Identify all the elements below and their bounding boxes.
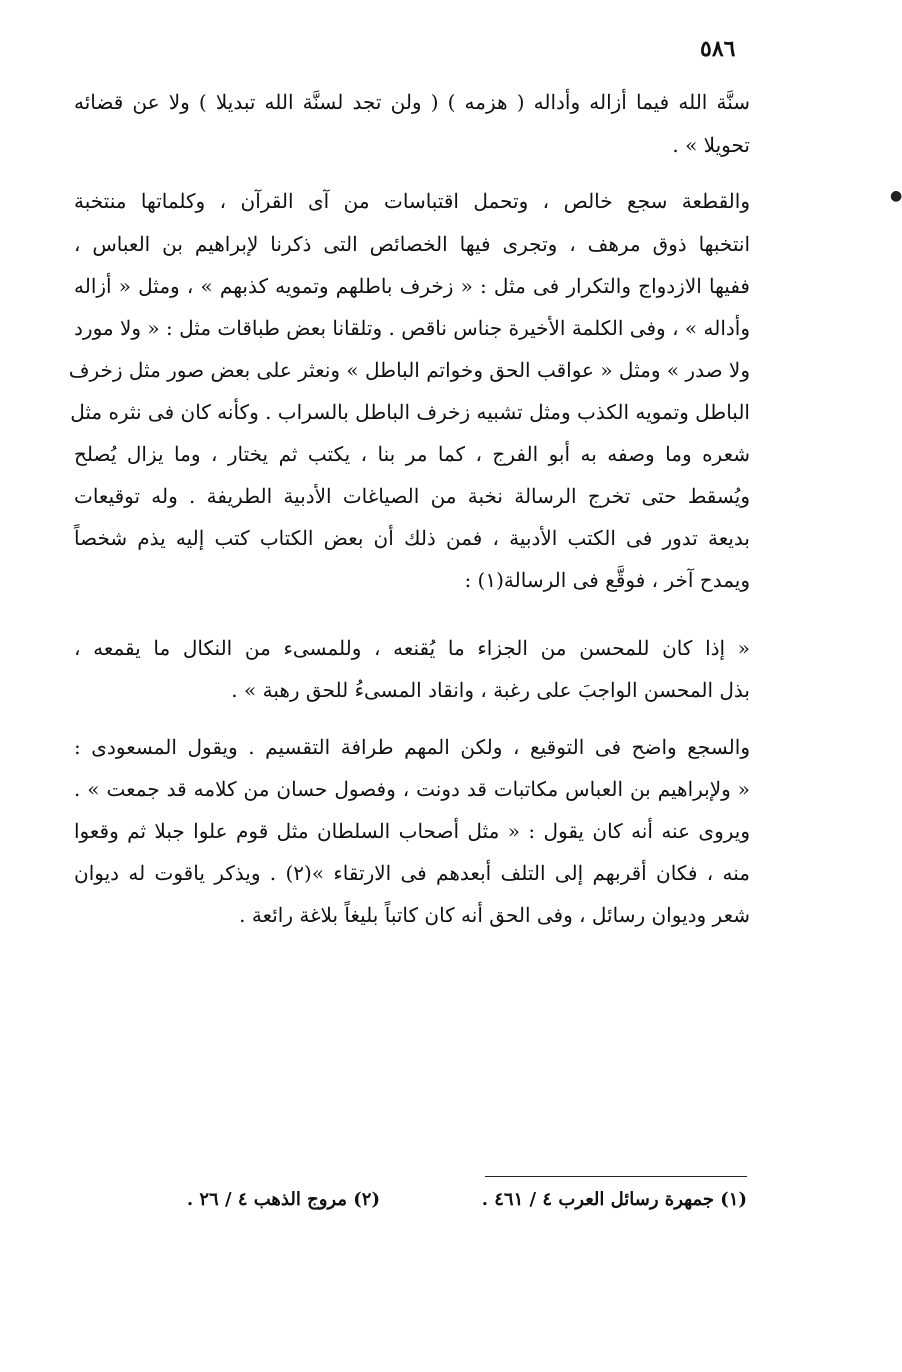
footnote-1: (١) جمهرة رسائل العرب ٤ / ٤٦١ .	[481, 1189, 747, 1210]
text-line: ففيها الازدواج والتكرار فى مثل : « زخرف باطلهم وتمويه كذبهم » ، ومثل « أزاله	[74, 274, 750, 298]
page-number: ٥٨٦	[700, 36, 736, 62]
quote-line: بذل المحسن الواجبَ على رغبة ، وانقاد المسىءُ للحق رهبة » .	[231, 678, 750, 702]
quote-line: « إذا كان للمحسن من الجزاء ما يُقنعه ، وللمسىء من النكال ما يقمعه ،	[74, 636, 750, 660]
text-line: تحويلا » .	[672, 133, 750, 157]
text-line: وأداله » ، وفى الكلمة الأخيرة جناس ناقص . وتلقانا بعض طباقات مثل : « ولا مورد	[74, 316, 750, 340]
text-line: والقطعة سجع خالص ، وتحمل اقتباسات من آى القرآن ، وكلماتها منتخبة	[74, 189, 750, 213]
text-line: سنَّة الله فيما أزاله وأداله ( هزمه ) ( ولن تجد لسنَّة الله تبديلا ) ولا عن قضائه	[74, 90, 750, 114]
text-line: الباطل وتمويه الكذب ومثل تشبيه زخرف الباطل بالسراب . وكأنه كان فى نثره مثل	[70, 400, 750, 424]
text-line: والسجع واضح فى التوقيع ، ولكن المهم طرافة التقسيم . ويقول المسعودى :	[74, 735, 750, 759]
text-line: بديعة تدور فى الكتب الأدبية ، فمن ذلك أن بعض الكتاب كتب إليه يذم شخصاً	[74, 526, 750, 550]
footnote-divider	[485, 1176, 747, 1177]
scan-speck: ●	[890, 188, 902, 204]
text-line: منه ، فكان أقربهم إلى التلف أبعدهم فى الارتقاء »(٢) . ويذكر ياقوت له ديوان	[74, 861, 750, 885]
text-line: ويُسقط حتى تخرج الرسالة نخبة من الصياغات الأدبية الطريفة . وله توقيعات	[74, 484, 750, 508]
text-line: انتخبها ذوق مرهف ، وتجرى فيها الخصائص التى ذكرنا لإبراهيم بن العباس ،	[74, 232, 750, 256]
footnote-2: (٢) مروج الذهب ٤ / ٢٦ .	[186, 1189, 380, 1210]
text-line: شعر وديوان رسائل ، وفى الحق أنه كان كاتباً بليغاً بلاغة رائعة .	[239, 903, 750, 927]
text-line: ويروى عنه أنه كان يقول : « مثل أصحاب السلطان مثل قوم علوا جبلا ثم وقعوا	[74, 819, 750, 843]
text-line: « ولإبراهيم بن العباس مكاتبات قد دونت ، وفصول حسان من كلامه قد جمعت » .	[74, 777, 751, 801]
text-line: ويمدح آخر ، فوقَّع فى الرسالة(١) :	[464, 568, 750, 592]
text-line: ولا صدر » ومثل « عواقب الحق وخواتم الباطل » ونعثر على بعض صور مثل زخرف	[68, 358, 750, 382]
text-line: شعره وما وصفه به أبو الفرج ، كما مر بنا ، يكتب ثم يختار ، وما يزال يُصلح	[74, 442, 750, 466]
